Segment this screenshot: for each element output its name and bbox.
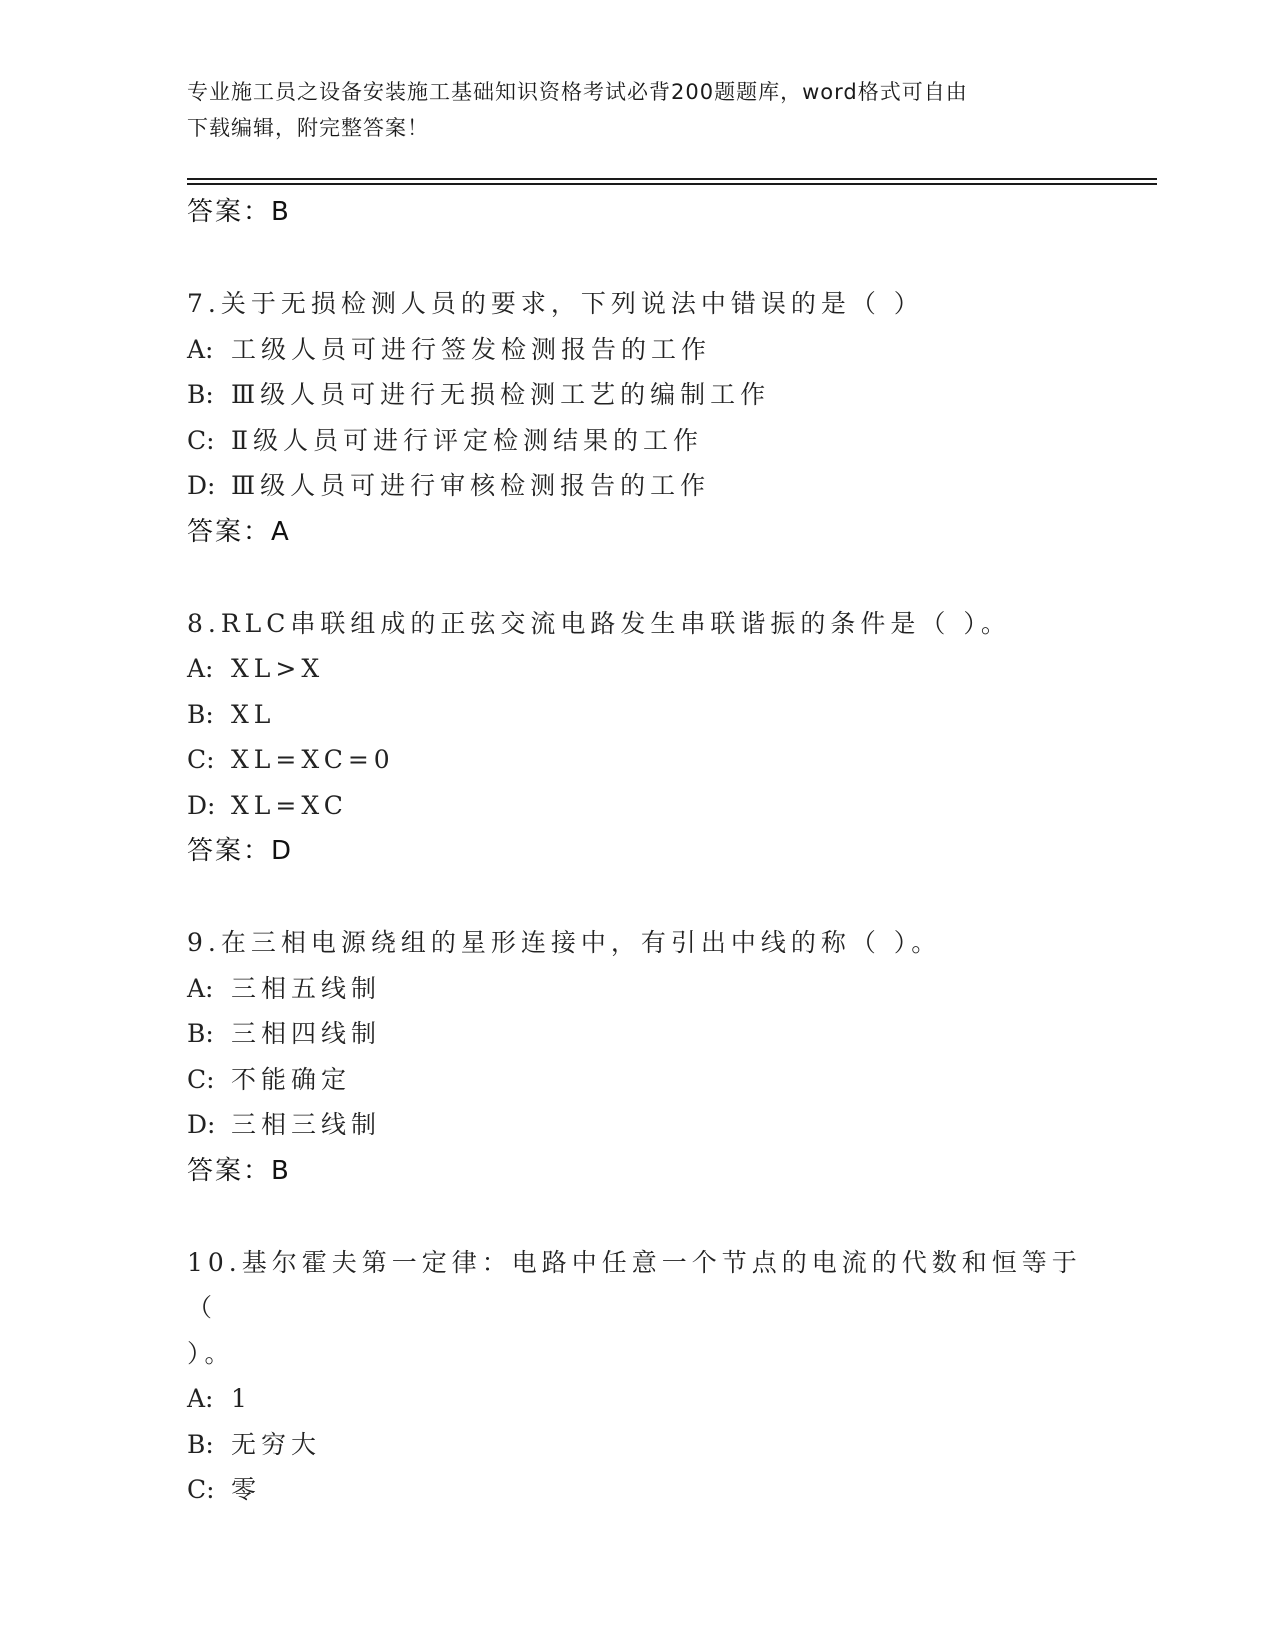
header-divider-bottom — [187, 183, 1157, 185]
question-stem-line-1: 10.基尔霍夫第一定律：电路中任意一个节点的电流的代数和恒等于（ — [187, 1247, 1082, 1322]
option-text: Ⅲ级人员可进行无损检测工艺的编制工作 — [231, 380, 771, 409]
option-letter: C: — [187, 425, 215, 455]
option-b — [187, 1422, 1087, 1468]
option-letter: B: — [187, 380, 214, 409]
option-letter: C: — [187, 745, 215, 774]
answer-line: 答案：D — [187, 836, 294, 866]
question-stem: 7.关于无损检测人员的要求，下列说法中错误的是（ ） — [187, 289, 924, 318]
option-c — [187, 737, 1087, 783]
question-stem-line-2: ）。 — [187, 1338, 235, 1368]
option-letter: A: — [187, 654, 214, 683]
option-b — [187, 692, 1087, 738]
option-b — [187, 1011, 1087, 1057]
option-text: XL>X — [231, 654, 325, 683]
header-line-1: 专业施工员之设备安装施工基础知识资格考试必背200题题库，word格式可自由 — [187, 80, 968, 104]
option-d — [187, 1102, 1087, 1148]
question-stem: 9.在三相电源绕组的星形连接中，有引出中线的称（ ）。 — [187, 928, 942, 957]
option-letter: A: — [187, 334, 214, 364]
option-c — [187, 1467, 1087, 1513]
question-7 — [187, 281, 1087, 555]
option-text: 三相四线制 — [231, 1019, 382, 1048]
question-10 — [187, 1240, 1087, 1513]
option-a — [187, 327, 1087, 373]
option-text: 1 — [231, 1384, 252, 1413]
document-header — [187, 74, 1087, 146]
option-text: 零 — [231, 1475, 262, 1504]
option-text: XL — [231, 699, 276, 729]
option-letter: B: — [187, 699, 214, 729]
option-letter: C: — [187, 1475, 215, 1504]
option-letter: B: — [187, 1019, 214, 1048]
option-a — [187, 966, 1087, 1012]
option-text: 工级人员可进行签发检测报告的工作 — [231, 334, 712, 364]
question-stem: 8.RLC串联组成的正弦交流电路发生串联谐振的条件是（ ）。 — [187, 608, 1011, 638]
option-b — [187, 372, 1087, 418]
option-letter: D: — [187, 471, 216, 500]
option-letter: A: — [187, 973, 214, 1003]
option-text: XL=XC=0 — [231, 745, 395, 774]
option-text: XL=XC — [231, 790, 348, 820]
header-divider-top — [187, 178, 1157, 180]
option-letter: D: — [187, 790, 216, 820]
option-letter: A: — [187, 1384, 214, 1413]
answer-line: 答案：B — [187, 197, 291, 227]
option-d — [187, 463, 1087, 509]
option-d — [187, 783, 1087, 829]
option-c — [187, 418, 1087, 464]
option-text: 无穷大 — [231, 1429, 322, 1459]
question-9 — [187, 920, 1087, 1194]
option-letter: B: — [187, 1429, 214, 1459]
option-letter: D: — [187, 1110, 216, 1139]
option-letter: C: — [187, 1064, 215, 1094]
question-8 — [187, 601, 1087, 875]
document-body — [187, 189, 1087, 1513]
option-a — [187, 1376, 1087, 1422]
answer-line: 答案：B — [187, 1155, 291, 1186]
option-text: 三相三线制 — [231, 1110, 382, 1139]
answer-line: 答案：A — [187, 516, 291, 547]
option-text: Ⅱ级人员可进行评定检测结果的工作 — [231, 425, 703, 455]
option-a — [187, 646, 1087, 692]
option-text: Ⅲ级人员可进行审核检测报告的工作 — [231, 471, 711, 500]
header-line-2: 下载编辑，附完整答案！ — [187, 116, 429, 140]
option-c — [187, 1057, 1087, 1103]
option-text: 不能确定 — [231, 1064, 352, 1094]
option-text: 三相五线制 — [231, 973, 382, 1003]
